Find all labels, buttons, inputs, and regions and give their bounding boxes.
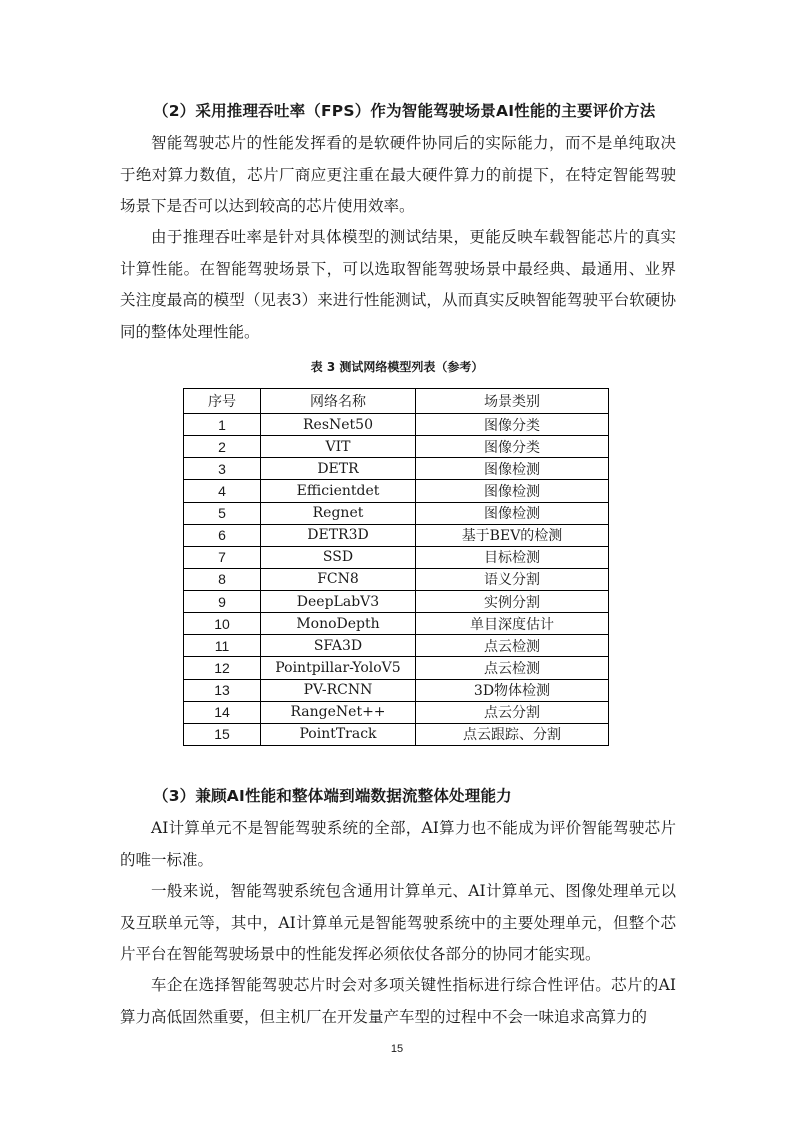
row-index: 11 bbox=[184, 635, 261, 657]
paragraph bbox=[120, 970, 676, 1033]
model-table bbox=[183, 388, 609, 746]
row-index: 14 bbox=[184, 701, 261, 723]
row-network: PointTrack bbox=[261, 723, 416, 745]
table-row bbox=[184, 568, 609, 590]
table-row bbox=[184, 436, 609, 458]
table-caption: 表 3 测试网络模型列表（参考） bbox=[310, 360, 484, 374]
paragraph-text: 由于推理吞吐率是针对具体模型的测试结果，更能反映车载智能芯片的真实计算性能。在智能驾驶场景下，可以选取智能驾驶场景中最经典、最通用、业界关注度最高的模型（见表3）来进行性能测试，从而真实反映智能驾驶平台软硬协同的整体处理性能。 bbox=[120, 228, 676, 341]
table-row bbox=[184, 502, 609, 524]
row-category: 点云分割 bbox=[416, 701, 609, 723]
paragraph bbox=[120, 222, 676, 348]
row-network: VIT bbox=[261, 436, 416, 458]
row-index: 2 bbox=[184, 436, 261, 458]
row-index: 6 bbox=[184, 524, 261, 546]
row-index: 15 bbox=[184, 723, 261, 745]
row-index: 5 bbox=[184, 502, 261, 524]
table-row bbox=[184, 414, 609, 436]
row-category: 点云检测 bbox=[416, 657, 609, 679]
row-index: 1 bbox=[184, 414, 261, 436]
row-category: 点云检测 bbox=[416, 635, 609, 657]
row-network: DETR3D bbox=[261, 524, 416, 546]
header-scene-category: 场景类别 bbox=[416, 389, 609, 414]
row-category: 单目深度估计 bbox=[416, 613, 609, 635]
row-category: 点云跟踪、分割 bbox=[416, 723, 609, 745]
row-network: Pointpillar-YoloV5 bbox=[261, 657, 416, 679]
row-category: 目标检测 bbox=[416, 546, 609, 568]
row-network: SSD bbox=[261, 546, 416, 568]
row-network: PV-RCNN bbox=[261, 679, 416, 701]
row-network: ResNet50 bbox=[261, 414, 416, 436]
table-row bbox=[184, 723, 609, 745]
paragraph-text: 一般来说，智能驾驶系统包含通用计算单元、AI计算单元、图像处理单元以及互联单元等，其中，AI计算单元是智能驾驶系统中的主要处理单元，但整个芯片平台在智能驾驶场景中的性能发挥必须依仗各部分的协同才能实现。 bbox=[120, 882, 676, 963]
row-network: Efficientdet bbox=[261, 480, 416, 502]
row-network: SFA3D bbox=[261, 635, 416, 657]
row-category: 图像检测 bbox=[416, 480, 609, 502]
row-category: 基于BEV的检测 bbox=[416, 524, 609, 546]
table-row bbox=[184, 546, 609, 568]
row-network: MonoDepth bbox=[261, 613, 416, 635]
table-header-row bbox=[184, 389, 609, 414]
paragraph bbox=[120, 876, 676, 971]
paragraph-text: 智能驾驶芯片的性能发挥看的是软硬件协同后的实际能力，而不是单纯取决于绝对算力数值，芯片厂商应更注重在最大硬件算力的前提下，在特定智能驾驶场景下是否可以达到较高的芯片使用效率。 bbox=[120, 134, 676, 215]
row-index: 8 bbox=[184, 568, 261, 590]
table-row bbox=[184, 657, 609, 679]
row-category: 图像检测 bbox=[416, 502, 609, 524]
section-heading-end-to-end: （3）兼顾AI性能和整体端到端数据流整体处理能力 bbox=[153, 787, 512, 805]
row-category: 3D物体检测 bbox=[416, 679, 609, 701]
row-category: 图像分类 bbox=[416, 436, 609, 458]
row-network: DETR bbox=[261, 458, 416, 480]
row-network: RangeNet++ bbox=[261, 701, 416, 723]
paragraph bbox=[120, 813, 676, 876]
row-index: 7 bbox=[184, 546, 261, 568]
table-row bbox=[184, 613, 609, 635]
header-index: 序号 bbox=[184, 389, 261, 414]
row-category: 语义分割 bbox=[416, 568, 609, 590]
header-network-name: 网络名称 bbox=[261, 389, 416, 414]
paragraph bbox=[120, 128, 676, 223]
row-index: 10 bbox=[184, 613, 261, 635]
row-network: DeepLabV3 bbox=[261, 591, 416, 613]
table-row bbox=[184, 591, 609, 613]
row-index: 13 bbox=[184, 679, 261, 701]
paragraph-text: AI计算单元不是智能驾驶系统的全部，AI算力也不能成为评价智能驾驶芯片的唯一标准。 bbox=[120, 819, 676, 869]
row-index: 12 bbox=[184, 657, 261, 679]
table-row bbox=[184, 524, 609, 546]
row-index: 9 bbox=[184, 591, 261, 613]
row-index: 3 bbox=[184, 458, 261, 480]
row-network: FCN8 bbox=[261, 568, 416, 590]
row-index: 4 bbox=[184, 480, 261, 502]
row-category: 图像检测 bbox=[416, 458, 609, 480]
row-category: 图像分类 bbox=[416, 414, 609, 436]
row-category: 实例分割 bbox=[416, 591, 609, 613]
table-row bbox=[184, 458, 609, 480]
page-number: 15 bbox=[390, 1043, 404, 1055]
table-row bbox=[184, 701, 609, 723]
paragraph-text: 车企在选择智能驾驶芯片时会对多项关键性指标进行综合性评估。芯片的AI算力高低固然重要，但主机厂在开发量产车型的过程中不会一味追求高算力的 bbox=[120, 976, 676, 1026]
table-row bbox=[184, 679, 609, 701]
row-network: Regnet bbox=[261, 502, 416, 524]
table-row bbox=[184, 635, 609, 657]
section-heading-fps: （2）采用推理吞吐率（FPS）作为智能驾驶场景AI性能的主要评价方法 bbox=[153, 102, 656, 120]
table-row bbox=[184, 480, 609, 502]
